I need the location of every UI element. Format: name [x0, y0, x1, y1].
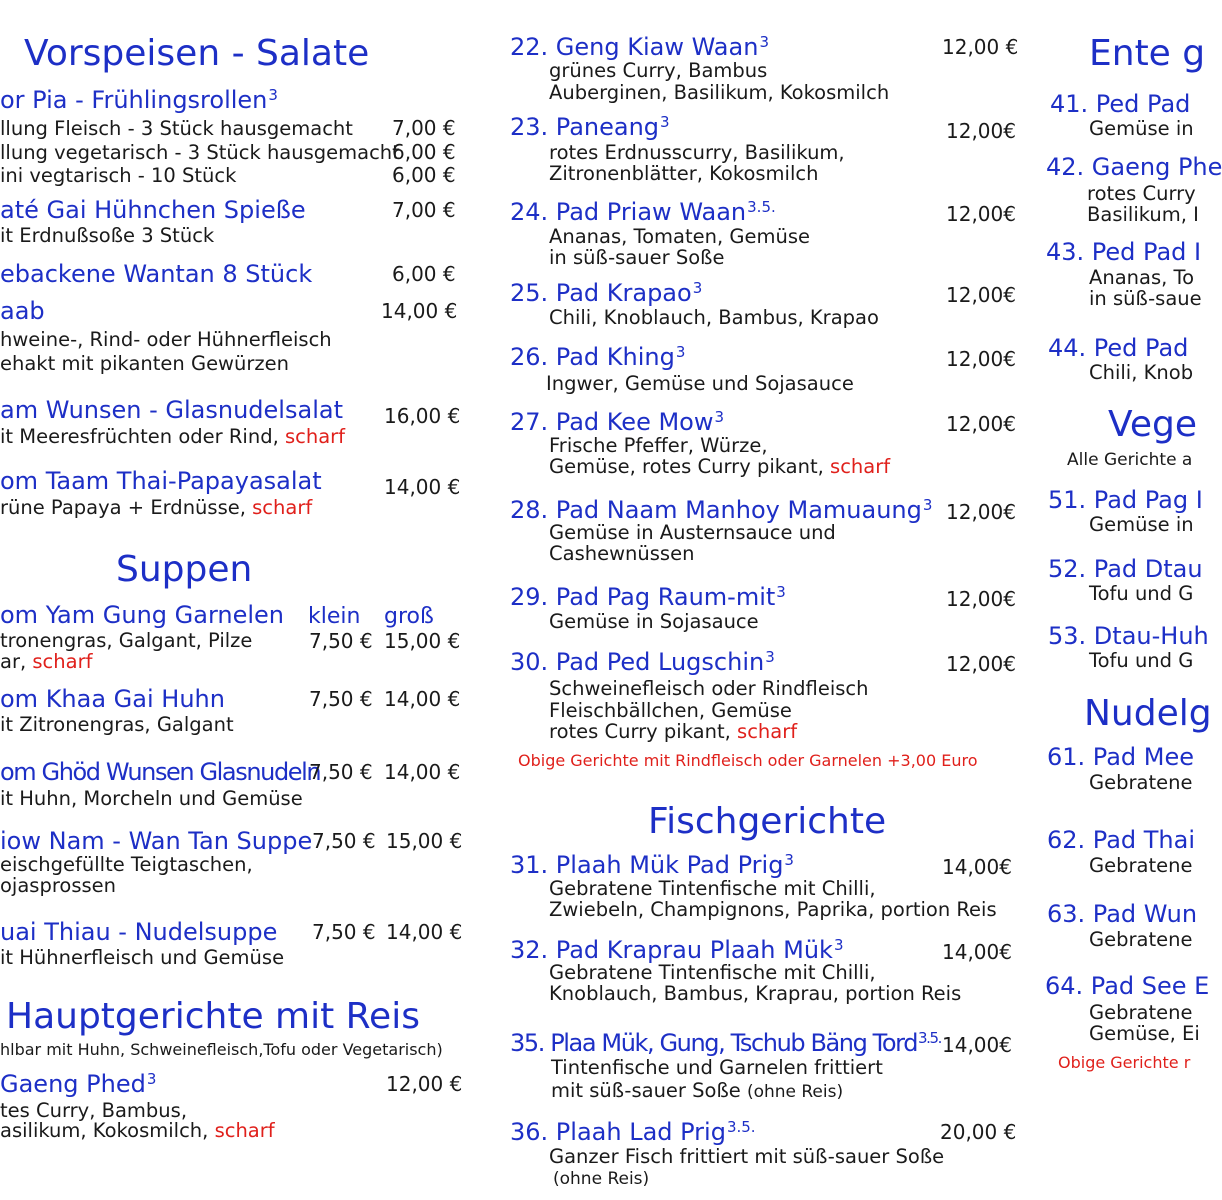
item-name: 64. Pad See E	[1045, 972, 1210, 1000]
item-description: Schweinefleisch oder Rindfleisch	[549, 677, 869, 700]
section-title-nudelgerichte: Nudelg	[1084, 693, 1212, 734]
allergen-note: 3.5.	[726, 1118, 756, 1136]
item-description: it Huhn, Morcheln und Gemüse	[0, 787, 303, 810]
item-price: 20,00 €	[940, 1120, 1017, 1144]
item-note: (ohne Reis)	[553, 1169, 650, 1189]
item-name: 31. Plaah Mük Pad Prig	[510, 851, 784, 879]
item-name: 42. Gaeng Phe	[1046, 153, 1222, 181]
spicy-label: scharf	[737, 720, 798, 743]
item-description: eischgefüllte Teigtaschen,	[0, 853, 253, 876]
item-description: Zitronenblätter, Kokosmilch	[549, 162, 819, 185]
item-description: Gemüse in Sojasauce	[549, 610, 759, 633]
item-name: 23. Paneang	[510, 113, 660, 141]
item-name: 43. Ped Pad I	[1046, 238, 1202, 266]
column-main-dishes	[508, 0, 1028, 1200]
item-description: Tintenfische und Garnelen frittiert	[551, 1056, 883, 1079]
section-title-fischgerichte: Fischgerichte	[648, 801, 887, 842]
item-price-small: 7,50 €	[312, 920, 376, 944]
item-description: Ananas, Tomaten, Gemüse	[549, 225, 811, 248]
item-name: 41. Ped Pad	[1050, 90, 1191, 118]
item-description: grünes Curry, Bambus	[549, 59, 768, 82]
item-description: Gebratene	[1089, 854, 1193, 877]
section-title-hauptgerichte: Hauptgerichte mit Reis	[6, 996, 420, 1037]
item-name: 51. Pad Pag I	[1048, 486, 1203, 514]
allergen-note: 3	[776, 583, 786, 601]
item-price: 6,00 €	[392, 262, 456, 286]
item-description: Gemüse in	[1089, 513, 1194, 536]
item-description: Gemüse, Ei	[1089, 1022, 1200, 1045]
item-description: ar,	[0, 650, 33, 673]
item-name: aab	[0, 297, 45, 325]
item-variant: llung Fleisch - 3 Stück hausgemacht	[0, 117, 353, 140]
item-description: Ananas, To	[1089, 266, 1195, 289]
item-price: 12,00€	[946, 587, 1016, 611]
item-description: Gebratene Tintenfische mit Chilli,	[549, 961, 876, 984]
item-price: 12,00€	[946, 500, 1016, 524]
item-description: Gemüse in	[1089, 117, 1194, 140]
item-name: 52. Pad Dtau	[1048, 555, 1203, 583]
item-price: 14,00 €	[381, 299, 458, 323]
item-name: om Yam Gung Garnelen	[0, 601, 285, 629]
allergen-note: 3	[714, 408, 725, 426]
item-name: iow Nam - Wan Tan Suppe	[0, 827, 313, 855]
item-name: 28. Pad Naam Manhoy Mamuaung	[510, 496, 922, 524]
item-description: it Meeresfrüchten oder Rind,	[0, 425, 285, 448]
size-label-small: klein	[308, 604, 361, 629]
item-description: rotes Curry pikant,	[549, 720, 738, 743]
size-label-large: groß	[384, 604, 434, 629]
item-name: ebackene Wantan 8 Stück	[0, 260, 313, 288]
item-price: 12,00€	[946, 283, 1016, 307]
allergen-note: 3.5.	[918, 1029, 942, 1047]
item-name: 32. Pad Kraprau Plaah Mük	[510, 936, 833, 964]
item-name: uai Thiau - Nudelsuppe	[0, 918, 278, 946]
item-name: 29. Pad Pag Raum-mit	[510, 583, 776, 611]
item-name: 35. Plaa Mük, Gung, Tschub Bäng Tord	[510, 1029, 918, 1057]
item-description: Chili, Knob	[1089, 361, 1194, 384]
item-price: 14,00€	[942, 940, 1012, 964]
allergen-note: 3	[675, 343, 686, 361]
item-description: Knoblauch, Bambus, Kraprau, portion Reis	[549, 982, 962, 1005]
item-price: 12,00€	[946, 347, 1016, 371]
item-price: 16,00 €	[384, 404, 461, 428]
item-price: 6,00 €	[392, 163, 456, 187]
item-price: 7,00 €	[392, 116, 456, 140]
item-price: 6,00 €	[392, 140, 456, 164]
item-description: it Hühnerfleisch und Gemüse	[0, 946, 285, 969]
item-description: Tofu und G	[1089, 582, 1194, 605]
item-name: 36. Plaah Lad Prig	[510, 1118, 726, 1146]
allergen-note: 3	[922, 496, 933, 514]
item-name: 26. Pad Khing	[510, 343, 675, 371]
allergen-note: 3	[692, 279, 703, 297]
spicy-label: scharf	[32, 650, 93, 673]
item-variant: llung vegetarisch - 3 Stück hausgemacht	[0, 141, 400, 164]
item-name: 62. Pad Thai	[1047, 826, 1196, 854]
item-description: Gebratene	[1089, 1001, 1193, 1024]
item-name: 30. Pad Ped Lugschin	[510, 648, 765, 676]
item-name: om Ghöd Wunsen Glasnudeln	[0, 758, 321, 786]
item-variant: ini vegtarisch - 10 Stück	[0, 164, 237, 187]
item-description: Basilikum, I	[1087, 203, 1199, 226]
item-description: rüne Papaya + Erdnüsse,	[0, 496, 253, 519]
allergen-note: 3	[833, 936, 844, 954]
item-price: 14,00 €	[384, 475, 461, 499]
item-price-large: 15,00 €	[384, 629, 461, 653]
item-name: 61. Pad Mee	[1047, 743, 1194, 771]
item-note: (ohne Reis)	[746, 1082, 844, 1102]
allergen-note: 3.5.	[747, 198, 776, 216]
item-description: Auberginen, Basilikum, Kokosmilch	[549, 81, 890, 104]
item-description: tes Curry, Bambus,	[0, 1099, 188, 1122]
allergen-note: 3	[759, 33, 769, 51]
item-description: Zwiebeln, Champignons, Paprika, portion Reis	[549, 898, 997, 921]
surcharge-note: Obige Gerichte r	[1058, 1053, 1191, 1072]
item-description: Tofu und G	[1089, 649, 1194, 672]
item-price: 12,00€	[946, 202, 1016, 226]
section-subtitle: Alle Gerichte a	[1067, 450, 1193, 470]
item-name: om Taam Thai-Papayasalat	[0, 467, 322, 495]
item-description: mit süß-sauer Soße	[551, 1079, 747, 1102]
item-description: Ganzer Fisch frittiert mit süß-sauer Soße	[549, 1145, 945, 1168]
surcharge-note: Obige Gerichte mit Rindfleisch oder Garnelen +3,00 Euro	[518, 751, 978, 770]
item-name: até Gai Hühnchen Spieße	[0, 196, 306, 224]
spicy-label: scharf	[284, 425, 346, 448]
allergen-note: 3	[268, 86, 278, 104]
section-title-suppen: Suppen	[116, 549, 253, 590]
section-title-vorspeisen: Vorspeisen - Salate	[24, 33, 370, 74]
item-price: 14,00€	[942, 1033, 1012, 1057]
item-price-large: 14,00 €	[386, 920, 463, 944]
column-duck-veg-noodles	[1044, 0, 1222, 1200]
item-description: asilikum, Kokosmilch,	[0, 1119, 215, 1142]
item-description: ehakt mit pikanten Gewürzen	[0, 352, 289, 375]
item-name: 24. Pad Priaw Waan	[510, 198, 747, 226]
spicy-label: scharf	[214, 1119, 275, 1142]
item-description: in süß-saue	[1089, 287, 1202, 310]
allergen-note: 3	[660, 113, 670, 131]
item-price: 12,00€	[946, 412, 1016, 436]
item-price-small: 7,50 €	[312, 829, 376, 853]
item-description: rotes Curry	[1087, 182, 1196, 205]
item-price: 12,00€	[946, 119, 1016, 143]
item-description: Chili, Knoblauch, Bambus, Krapao	[549, 306, 879, 329]
item-price: 12,00 €	[942, 35, 1019, 59]
item-price-small: 7,50 €	[309, 687, 373, 711]
spicy-label: scharf	[830, 455, 891, 478]
item-description: rotes Erdnusscurry, Basilikum,	[549, 141, 845, 164]
allergen-note: 3	[765, 648, 775, 666]
item-price-large: 15,00 €	[386, 829, 463, 853]
item-name: 53. Dtau-Huh	[1048, 622, 1209, 650]
item-description: Ingwer, Gemüse und Sojasauce	[546, 372, 854, 395]
item-price: 12,00 €	[386, 1072, 463, 1096]
item-description: Gemüse in Austernsauce und	[549, 521, 836, 544]
item-name: 27. Pad Kee Mow	[510, 408, 714, 436]
item-description: Gebratene	[1089, 771, 1193, 794]
column-starters-soups	[0, 0, 480, 1200]
item-description: hweine-, Rind- oder Hühnerfleisch	[0, 328, 332, 351]
item-name: 25. Pad Krapao	[510, 279, 692, 307]
item-price-large: 14,00 €	[384, 687, 461, 711]
item-name: or Pia - Frühlingsrollen	[0, 86, 268, 114]
section-subtitle: hlbar mit Huhn, Schweinefleisch,Tofu oder Vegetarisch)	[0, 1040, 443, 1059]
section-title-ente: Ente g	[1089, 33, 1206, 74]
item-description: it Zitronengras, Galgant	[0, 713, 234, 736]
item-name: Gaeng Phed	[0, 1070, 146, 1098]
item-price: 14,00€	[942, 855, 1012, 879]
item-description: it Erdnußsoße 3 Stück	[0, 224, 215, 247]
allergen-note: 3	[784, 851, 794, 869]
item-price-small: 7,50 €	[309, 760, 373, 784]
section-title-vegetarisch: Vege	[1108, 404, 1197, 445]
item-description: ojasprossen	[0, 874, 117, 897]
item-name: 63. Pad Wun	[1047, 900, 1198, 928]
item-description: tronengras, Galgant, Pilze	[0, 629, 253, 652]
item-description: Gebratene Tintenfische mit Chilli,	[549, 877, 876, 900]
item-price-small: 7,50 €	[309, 629, 373, 653]
item-price: 12,00€	[946, 652, 1016, 676]
item-name: 44. Ped Pad	[1048, 334, 1189, 362]
item-description: in süß-sauer Soße	[549, 246, 725, 269]
item-name: am Wunsen - Glasnudelsalat	[0, 396, 343, 424]
item-price-large: 14,00 €	[384, 760, 461, 784]
item-price: 7,00 €	[392, 198, 456, 222]
spicy-label: scharf	[252, 496, 313, 519]
item-description: Frische Pfeffer, Würze,	[549, 434, 768, 457]
item-description: Cashewnüssen	[549, 542, 695, 565]
item-name: om Khaa Gai Huhn	[0, 685, 225, 713]
item-description: Gebratene	[1089, 928, 1193, 951]
item-description: Fleischbällchen, Gemüse	[549, 699, 792, 722]
item-description: Gemüse, rotes Curry pikant,	[549, 455, 831, 478]
item-name: 22. Geng Kiaw Waan	[510, 33, 759, 61]
allergen-note: 3	[146, 1070, 157, 1088]
